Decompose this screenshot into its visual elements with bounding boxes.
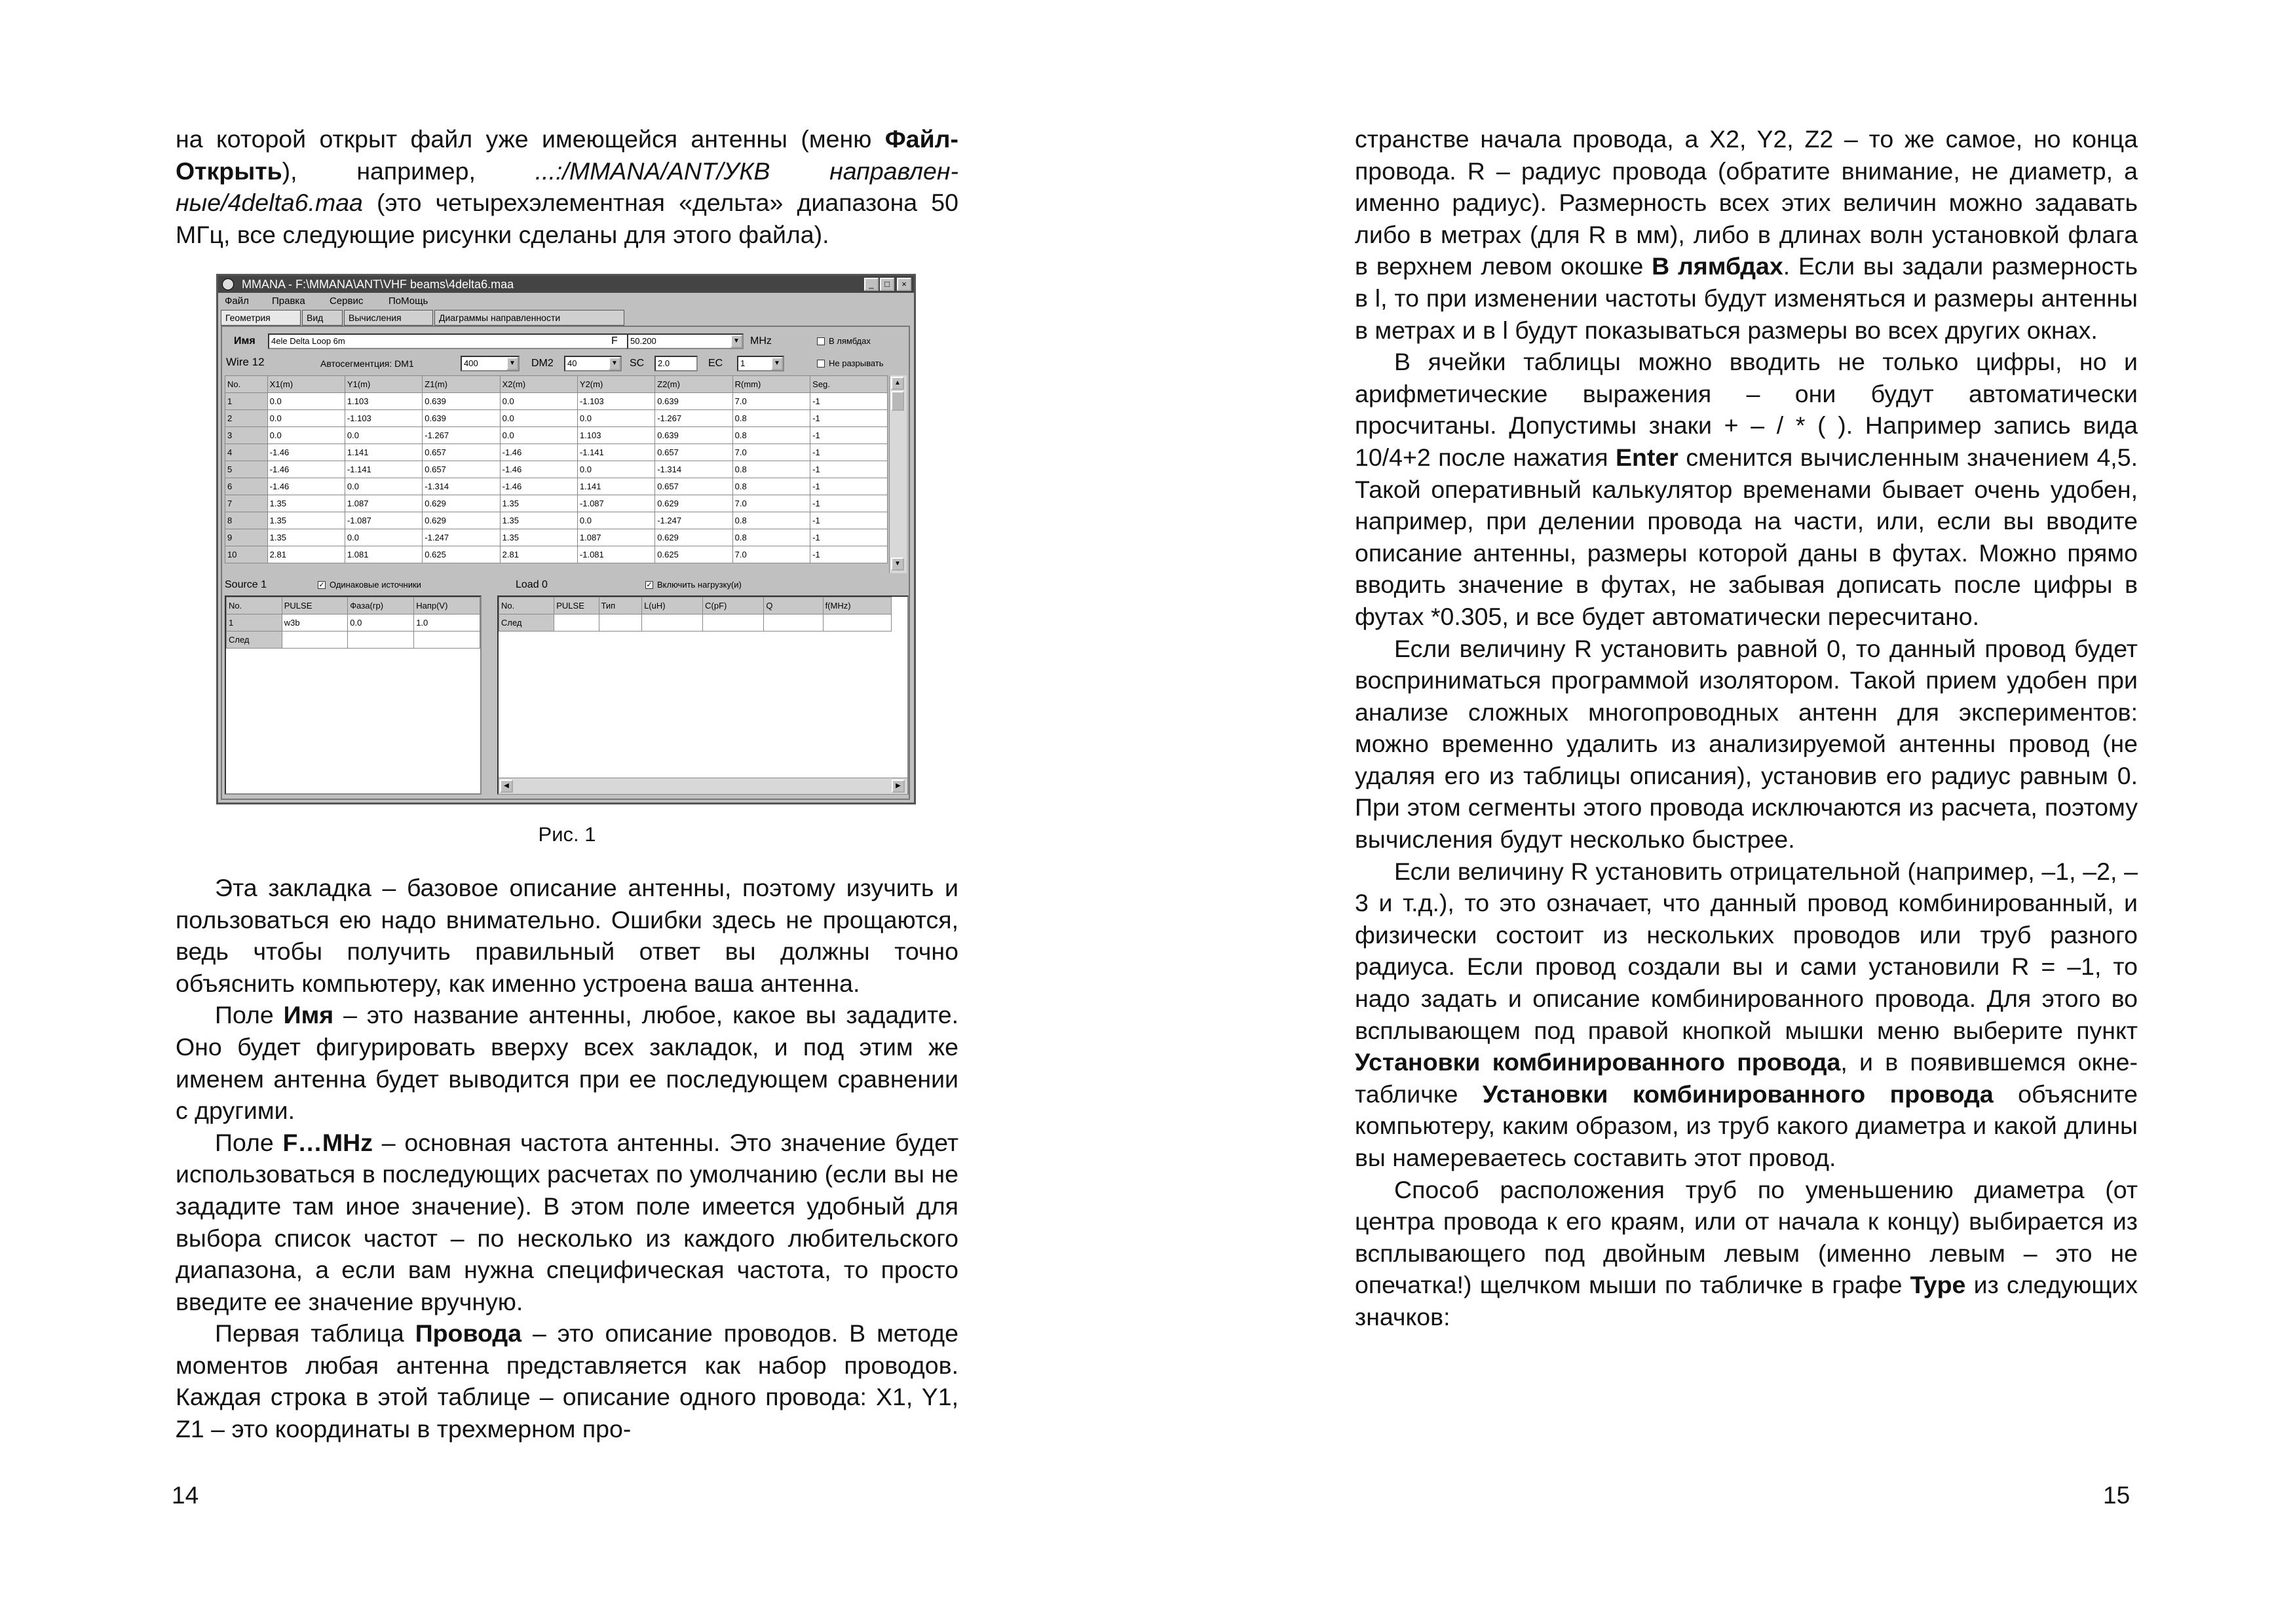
column-header[interactable]: Z1(m) xyxy=(423,376,500,393)
table-cell[interactable]: -1.267 xyxy=(655,410,732,427)
table-cell[interactable]: 1.141 xyxy=(345,444,422,461)
sc-input[interactable]: 2.0 xyxy=(654,356,698,371)
column-header[interactable]: No. xyxy=(225,376,268,393)
table-row[interactable] xyxy=(225,444,888,461)
bold-term: Установки комбинированного провода xyxy=(1482,1080,1994,1108)
table-cell[interactable]: -1.314 xyxy=(423,478,500,495)
table-cell[interactable]: 1.087 xyxy=(345,495,422,512)
close-button[interactable]: × xyxy=(897,278,911,291)
tab-calculations[interactable]: Вычисления xyxy=(344,310,433,326)
table-cell[interactable]: -1.087 xyxy=(345,512,422,529)
column-header[interactable]: Напр(V) xyxy=(414,597,480,614)
table-cell[interactable] xyxy=(282,632,348,649)
text-run: – основная частота антенны. Это значение будет использоваться в последующих расчетах по умолчанию (если вы не зададите там иное значение). В этом поле имеется удобный для выбора список частот – по несколько из каждого любительского диапазона, а если вам нужна специфическая частота, то просто введите ее значение вручную. xyxy=(176,1128,959,1315)
paragraph xyxy=(1355,856,2138,1174)
table-cell[interactable]: -1 xyxy=(810,478,888,495)
table-cell[interactable]: 0.629 xyxy=(655,495,732,512)
table-cell[interactable]: 0.657 xyxy=(423,461,500,478)
text-run: В ячейки таблицы можно вводить не только цифры, но и арифметические выражения – они будут автоматически просчитаны. Допустимы знаки + – / * ( ). Например запись вида 10/4+2 после нажатия xyxy=(1355,348,2138,471)
paragraph xyxy=(1355,346,2138,632)
column-header[interactable]: L(uH) xyxy=(642,597,703,614)
text-run: Если величину R установить равной 0, то данный провод будет восприниматься программой изолятором. Такой прием удобен при анализе сложных многопроводных антенн для экспериментов: можно временно удалить из анализируемой антенны провод (не удаляя его из таблицы описания), установив его радиус равным 0. При этом сегменты этого провода исключаются из расчета, поэтому вычисления будут несколько быстрее. xyxy=(1355,634,2138,854)
table-cell[interactable]: 0.0 xyxy=(500,393,577,410)
text-run: (это четырехэлементная «дельта» диапазона 50 МГц, все следующие рисунки сделаны для этого файла). xyxy=(176,189,958,248)
table-row[interactable] xyxy=(225,427,888,444)
tab-view[interactable]: Вид xyxy=(302,310,343,326)
menu-service[interactable]: Сервис xyxy=(330,295,364,307)
paragraph xyxy=(176,1317,958,1445)
table-cell[interactable]: 1.35 xyxy=(500,512,577,529)
name-label: Имя xyxy=(234,335,256,347)
page-number-right: 15 xyxy=(2103,1482,2131,1509)
row-header[interactable]: 2 xyxy=(225,410,268,427)
autoseg-label: Автосегментция: DM1 xyxy=(320,358,414,369)
table-cell[interactable]: -1.103 xyxy=(345,410,422,427)
table-cell[interactable]: 1.35 xyxy=(267,495,345,512)
table-cell[interactable]: -1.247 xyxy=(655,512,732,529)
table-cell[interactable]: -1.46 xyxy=(500,478,577,495)
table-cell[interactable] xyxy=(414,632,480,649)
table-cell[interactable]: 1.087 xyxy=(577,529,654,546)
load-label: Load 0 xyxy=(516,579,548,591)
table-cell[interactable]: -1 xyxy=(810,427,888,444)
text-run: . Если вы задали размерность в l, то при изменении частоты будут изменяться и размеры антенны в метрах и в l будут показываться размеры во всех других окнах. xyxy=(1355,252,2138,344)
f-label: F xyxy=(611,335,618,347)
column-header[interactable]: Seg. xyxy=(810,376,888,393)
bold-term: Enter xyxy=(1616,443,1678,471)
row-header[interactable]: 8 xyxy=(225,512,268,529)
dm2-input[interactable]: 40 xyxy=(564,356,622,371)
table-cell[interactable] xyxy=(348,632,414,649)
row-header[interactable]: 7 xyxy=(225,495,268,512)
table-row[interactable] xyxy=(225,478,888,495)
table-cell[interactable] xyxy=(554,614,599,632)
table-cell[interactable]: -1.247 xyxy=(423,529,500,546)
table-cell[interactable]: 0.639 xyxy=(655,427,732,444)
mhz-label: MHz xyxy=(750,335,772,347)
scroll-thumb[interactable] xyxy=(891,391,904,411)
left-page xyxy=(176,123,958,1445)
column-header[interactable]: Q xyxy=(764,597,823,614)
table-cell[interactable]: -1.081 xyxy=(577,546,654,563)
dm2-label: DM2 xyxy=(531,358,554,369)
table-cell[interactable]: -1.141 xyxy=(577,444,654,461)
bold-term: Имя xyxy=(283,1001,334,1029)
table-cell[interactable]: 1.0 xyxy=(414,614,480,632)
table-cell[interactable]: -1 xyxy=(810,529,888,546)
row-header[interactable]: 4 xyxy=(225,444,268,461)
bold-term: F…MHz xyxy=(282,1128,373,1156)
figure-caption: Рис. 1 xyxy=(538,823,596,846)
row-header[interactable]: 3 xyxy=(225,427,268,444)
name-input[interactable]: 4ele Delta Loop 6m xyxy=(268,333,630,349)
menu-file[interactable]: Файл xyxy=(225,295,249,307)
dm2-dropdown-icon[interactable]: ▼ xyxy=(609,357,620,370)
table-cell[interactable]: 0.0 xyxy=(345,478,422,495)
table-cell[interactable]: 0.0 xyxy=(267,410,345,427)
table-cell[interactable]: -1.46 xyxy=(267,444,345,461)
text-run: странстве начала провода, а X2, Y2, Z2 – то же самое, но конца провода. R – радиус провода (обратите внимание, не диаметр, а именно радиус). Размерность всех этих величин можно задавать либо в метрах (для R в мм), либо в длинах волн установкой флага в верхнем левом окошке xyxy=(1355,125,2138,280)
table-cell[interactable]: -1.103 xyxy=(577,393,654,410)
minimize-button[interactable]: _ xyxy=(864,278,879,291)
table-cell[interactable]: -1 xyxy=(810,393,888,410)
same-sources-checkbox[interactable]: ✓ xyxy=(318,581,325,590)
menu-bar xyxy=(218,294,914,309)
row-header[interactable]: 1 xyxy=(227,614,282,632)
scroll-right-icon[interactable]: ▶ xyxy=(892,780,905,793)
table-row[interactable] xyxy=(225,546,888,563)
table-cell[interactable] xyxy=(599,614,642,632)
table-cell[interactable]: -1.46 xyxy=(500,461,577,478)
table-cell[interactable]: 0.0 xyxy=(267,427,345,444)
tab-patterns[interactable]: Диаграммы направленности xyxy=(434,310,624,326)
page-number-left: 14 xyxy=(172,1482,199,1509)
table-cell[interactable]: 0.625 xyxy=(423,546,500,563)
row-header[interactable]: След xyxy=(227,632,282,649)
bold-term: Файл-Открыть xyxy=(176,125,958,185)
column-header[interactable]: Z2(m) xyxy=(655,376,732,393)
table-cell[interactable]: 1.141 xyxy=(577,478,654,495)
screenshot-figure xyxy=(216,274,916,804)
text-run: Первая таблица xyxy=(215,1319,415,1348)
text-run: , и в появившемся окне-табличке xyxy=(1355,1048,2138,1108)
dm1-input[interactable]: 400 xyxy=(461,356,520,371)
text-run: – это название антенны, любое, какое вы зададите. Оно будет фигурировать вверху всех закладок, и под этим же именем антенна будет выводится при ее последующем сравнении с другими. xyxy=(176,1001,958,1125)
right-page xyxy=(1355,123,2138,1333)
table-cell[interactable]: -1 xyxy=(810,495,888,512)
app-icon xyxy=(222,278,234,290)
table-cell[interactable]: 7.0 xyxy=(732,444,810,461)
table-row[interactable] xyxy=(227,632,480,649)
scroll-left-icon[interactable]: ◀ xyxy=(500,780,513,793)
bold-term: Установки комбинированного провода xyxy=(1355,1048,1841,1076)
text-run: Способ расположения труб по уменьшению диаметра (от центра провода к его краям, или от начала к концу) выбирается из всплывающего под двойным левым (именно левым – это не опечатка!) щелчком мыши по табличке в графе xyxy=(1355,1175,2138,1299)
table-cell[interactable] xyxy=(764,614,823,632)
table-cell[interactable]: w3b xyxy=(282,614,348,632)
column-header[interactable]: PULSE xyxy=(554,597,599,614)
text-run: Если величину R установить отрицательной (например, –1, –2, –3 и т.д.), то это означает, что данный провод комбинированный, и физически состоит из нескольких проводов или труб разного радиуса. Если провод создали вы и сами установили R = –1, то надо задать и описание комбинированного провода. Для этого во всплывающем под правой кнопкой мышки меню выберите пункт xyxy=(1355,857,2138,1044)
table-cell[interactable]: 1.35 xyxy=(500,529,577,546)
load-hscroll[interactable] xyxy=(499,778,907,794)
text-run: Эта закладка – базовое описание антенны, поэтому изучить и пользоваться ею надо внимательно. Ошибки здесь не прощаются, ведь чтобы получить правильный ответ вы должны точно объяснить компьютеру, как именно устроена ваша антенна. xyxy=(176,873,958,997)
row-header[interactable]: 10 xyxy=(225,546,268,563)
table-row[interactable] xyxy=(225,512,888,529)
table-cell[interactable]: -1.46 xyxy=(500,444,577,461)
bold-term: Type xyxy=(1910,1271,1966,1299)
wire-table[interactable] xyxy=(225,375,888,563)
lambda-checkbox[interactable] xyxy=(817,337,825,345)
table-cell[interactable]: -1 xyxy=(810,444,888,461)
bold-term: Провода xyxy=(415,1319,522,1348)
table-cell[interactable]: 7.0 xyxy=(732,546,810,563)
ec-label: EC xyxy=(708,358,723,369)
column-header[interactable]: PULSE xyxy=(282,597,348,614)
column-header[interactable]: X2(m) xyxy=(500,376,577,393)
row-header[interactable]: След xyxy=(499,614,554,632)
table-row[interactable] xyxy=(225,529,888,546)
column-header[interactable]: Фаза(гр) xyxy=(348,597,414,614)
maximize-button[interactable]: □ xyxy=(880,278,894,291)
table-cell[interactable]: 0.8 xyxy=(732,512,810,529)
column-header[interactable]: X1(m) xyxy=(267,376,345,393)
table-cell[interactable]: 2.81 xyxy=(267,546,345,563)
wire-vscroll[interactable] xyxy=(889,375,907,573)
table-cell[interactable]: -1.46 xyxy=(267,461,345,478)
wire-count-label: Wire 12 xyxy=(226,356,265,369)
text-run: Поле xyxy=(215,1128,283,1156)
table-cell[interactable]: -1.267 xyxy=(423,427,500,444)
frequency-dropdown-icon[interactable]: ▼ xyxy=(730,335,742,348)
table-cell[interactable]: 1.103 xyxy=(345,393,422,410)
menu-help[interactable]: ПоМощь xyxy=(388,295,428,307)
table-cell[interactable]: 1.35 xyxy=(500,495,577,512)
table-cell[interactable]: 0.639 xyxy=(423,410,500,427)
table-cell[interactable]: 1.103 xyxy=(577,427,654,444)
table-cell[interactable]: 7.0 xyxy=(732,495,810,512)
row-header[interactable]: 5 xyxy=(225,461,268,478)
menu-edit[interactable]: Правка xyxy=(272,295,305,307)
tab-geometry[interactable]: Геометрия xyxy=(221,310,301,326)
same-sources-label: Одинаковые источники xyxy=(330,580,421,590)
table-cell[interactable]: 0.8 xyxy=(732,427,810,444)
table-cell[interactable]: -1.087 xyxy=(577,495,654,512)
geometry-panel xyxy=(221,326,910,800)
table-cell[interactable] xyxy=(703,614,764,632)
table-cell[interactable]: -1.46 xyxy=(267,478,345,495)
table-cell[interactable]: 7.0 xyxy=(732,393,810,410)
table-cell[interactable]: 0.629 xyxy=(655,529,732,546)
table-cell[interactable]: 1.081 xyxy=(345,546,422,563)
paragraph xyxy=(176,999,958,1126)
table-row[interactable] xyxy=(225,495,888,512)
italic-path: ...:/MMANA/ANT/УКВ направлен-ные/4delta6.maa xyxy=(176,157,958,217)
sc-label: SC xyxy=(630,358,645,369)
row-header[interactable]: 1 xyxy=(225,393,268,410)
table-cell[interactable]: 0.0 xyxy=(345,529,422,546)
ec-input[interactable]: 1 xyxy=(737,356,784,371)
text-run: – это описание проводов. В методе моментов любая антенна представляется как набор проводов. Каждая строка в этой таблице – описание одного провода: X1, Y1, Z1 – это координаты в трехмерном про- xyxy=(176,1319,958,1443)
scroll-down-icon[interactable]: ▼ xyxy=(891,557,904,571)
column-header[interactable]: Y2(m) xyxy=(577,376,654,393)
load-table[interactable] xyxy=(499,597,892,632)
paragraph xyxy=(1355,1174,2138,1333)
nobreak-checkbox[interactable] xyxy=(817,360,825,368)
paragraph xyxy=(1355,633,2138,856)
enable-load-label: Включить нагрузку(и) xyxy=(657,580,742,590)
source-table[interactable] xyxy=(226,597,480,649)
paragraph xyxy=(176,1127,958,1318)
scroll-up-icon[interactable]: ▲ xyxy=(891,377,904,390)
table-row[interactable] xyxy=(499,614,892,632)
table-row[interactable] xyxy=(225,461,888,478)
bold-term: В лямбдах xyxy=(1652,252,1783,280)
table-cell[interactable]: 0.0 xyxy=(577,512,654,529)
table-cell[interactable]: 0.629 xyxy=(423,495,500,512)
table-cell[interactable]: 0.657 xyxy=(655,444,732,461)
table-cell[interactable]: 0.639 xyxy=(423,393,500,410)
paragraph xyxy=(1355,123,2138,346)
text-run: ), например, xyxy=(282,157,535,185)
table-cell[interactable]: 0.8 xyxy=(732,461,810,478)
table-cell[interactable]: 0.657 xyxy=(655,478,732,495)
table-cell[interactable]: -1.141 xyxy=(345,461,422,478)
source-label: Source 1 xyxy=(225,579,267,591)
table-cell[interactable]: 0.0 xyxy=(345,427,422,444)
enable-load-checkbox[interactable]: ✓ xyxy=(646,581,653,590)
ec-dropdown-icon[interactable]: ▼ xyxy=(771,357,783,370)
table-cell[interactable]: 0.657 xyxy=(423,444,500,461)
table-cell[interactable]: 1.35 xyxy=(267,529,345,546)
column-header[interactable]: No. xyxy=(227,597,282,614)
table-cell[interactable]: 0.0 xyxy=(348,614,414,632)
table-cell[interactable]: 0.8 xyxy=(732,410,810,427)
dm1-dropdown-icon[interactable]: ▼ xyxy=(506,357,518,370)
table-row[interactable] xyxy=(225,393,888,410)
table-cell[interactable]: 1.35 xyxy=(267,512,345,529)
table-cell[interactable]: -1 xyxy=(810,461,888,478)
table-cell[interactable]: -1 xyxy=(810,410,888,427)
table-cell[interactable]: 2.81 xyxy=(500,546,577,563)
frequency-input[interactable]: 50.200 xyxy=(627,333,744,349)
row-header[interactable]: 9 xyxy=(225,529,268,546)
row-header[interactable]: 6 xyxy=(225,478,268,495)
table-row[interactable] xyxy=(227,614,480,632)
table-cell[interactable]: 0.8 xyxy=(732,478,810,495)
table-cell[interactable]: -1 xyxy=(810,546,888,563)
table-cell[interactable]: 0.0 xyxy=(577,461,654,478)
table-cell[interactable]: 0.0 xyxy=(500,427,577,444)
text-run: объясните компьютеру, каким образом, из труб какого диаметра и какой длины вы намереваетесь составить этот провод. xyxy=(1355,1080,2138,1171)
column-header[interactable]: f(MHz) xyxy=(823,597,891,614)
table-cell[interactable]: 0.0 xyxy=(577,410,654,427)
text-run: Поле xyxy=(215,1001,284,1029)
nobreak-label: Не разрывать xyxy=(829,358,884,369)
table-cell[interactable]: 0.0 xyxy=(500,410,577,427)
table-cell[interactable]: 0.639 xyxy=(655,393,732,410)
column-header[interactable]: Y1(m) xyxy=(345,376,422,393)
table-cell[interactable] xyxy=(823,614,891,632)
text-run: на которой открыт файл уже имеющейся антенны (меню xyxy=(176,125,885,153)
table-cell[interactable] xyxy=(642,614,703,632)
column-header[interactable]: No. xyxy=(499,597,554,614)
window-titlebar xyxy=(218,276,914,293)
lambda-label: В лямбдах xyxy=(829,336,871,347)
paragraph xyxy=(176,872,958,999)
window-title: MMANA - F:\MMANA\ANT\VHF beams\4delta6.maa xyxy=(242,278,514,292)
table-cell[interactable]: 0.0 xyxy=(267,393,345,410)
table-row[interactable] xyxy=(225,410,888,427)
text-run: сменится вычисленным значением 4,5. Такой оперативный калькулятор временами бывает очень удобен, например, при делении провода на части, или, если вы вводите описание антенны, размеры которой даны в футах. Можно прямо вводить значение в футах, не забывая дописать после цифры в футах *0.305, и все будет автоматически пересчитано. xyxy=(1355,443,2138,630)
column-header[interactable]: Тип xyxy=(599,597,642,614)
paragraph xyxy=(176,123,958,250)
column-header[interactable]: C(pF) xyxy=(703,597,764,614)
text-run: из следующих значков: xyxy=(1355,1271,2138,1331)
table-cell[interactable]: -1.314 xyxy=(655,461,732,478)
table-cell[interactable]: -1 xyxy=(810,512,888,529)
table-cell[interactable]: 0.8 xyxy=(732,529,810,546)
table-cell[interactable]: 0.625 xyxy=(655,546,732,563)
column-header[interactable]: R(mm) xyxy=(732,376,810,393)
table-cell[interactable]: 0.629 xyxy=(423,512,500,529)
